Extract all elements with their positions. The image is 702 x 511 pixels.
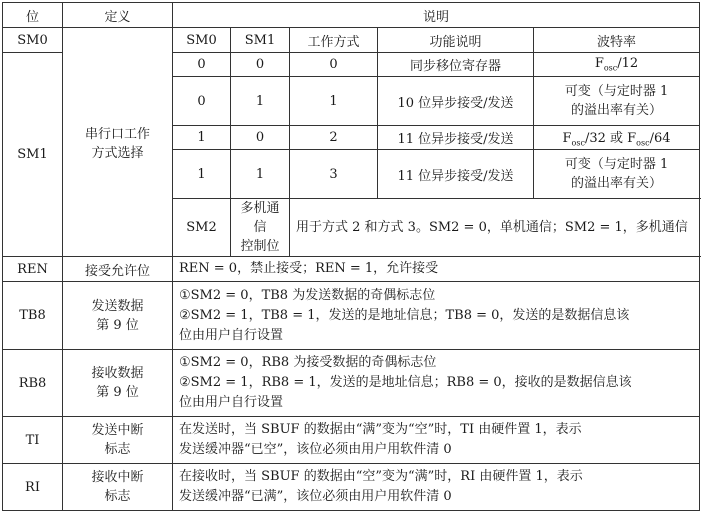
mode-baud: $F_{osc}/32$ 或 $F_{osc}/64$ <box>534 126 700 150</box>
mode-function: 10 位异步接受/发送 <box>378 77 534 126</box>
desc-tb8-line1: ①SM2 = 0，TB8 为发送数据的奇偶标志位 <box>179 287 436 303</box>
def-rb8-line1: 接收数据 <box>91 366 144 381</box>
mode-baud-line1: 可变（与定时器 1 <box>564 157 669 172</box>
subheader-sm0: SM0 <box>173 28 231 53</box>
desc-tb8-line2: ②SM2 = 1，TB8 = 1，发送的是地址信息；TB8 = 0，发送的是数据信息该 <box>179 307 630 323</box>
mode-function: 同步移位寄存器 <box>378 53 534 77</box>
tb8-row <box>3 282 700 350</box>
desc-tb8 <box>173 282 700 350</box>
mode-sm0-value: 1 <box>173 126 231 150</box>
def-ri-line1: 接收中断 <box>91 470 144 485</box>
subheader-baud: 波特率 <box>534 28 700 53</box>
def-rb8 <box>63 350 173 417</box>
mode-function: 11 位异步接受/发送 <box>378 126 534 150</box>
mode-sm0-value: 0 <box>173 53 231 77</box>
desc-rb8-line3: 位由用户自行设置 <box>179 395 284 410</box>
bit-ren: REN <box>3 257 63 282</box>
def-sm2-line2: 控制位 <box>240 239 280 254</box>
scon-register-table <box>2 2 700 511</box>
mode-number: 2 <box>290 126 378 150</box>
mode-sm0-value: 1 <box>173 150 231 199</box>
mode-baud <box>534 77 700 126</box>
def-sm2 <box>231 199 290 257</box>
mode-sm0-value: 0 <box>173 77 231 126</box>
subheader-mode: 工作方式 <box>290 28 378 53</box>
mode-function: 11 位异步接受/发送 <box>378 150 534 199</box>
bit-sm0: SM0 <box>3 28 63 53</box>
bit-ti: TI <box>3 417 63 464</box>
bit-rb8: RB8 <box>3 350 63 417</box>
mode-baud-line2: 的溢出率有关） <box>571 176 663 191</box>
desc-sm2: 用于方式 2 和方式 3。SM2 = 0，单机通信；SM2 = 1，多机通信 <box>290 199 700 257</box>
def-tb8-line2: 第 9 位 <box>96 317 139 333</box>
mode-number: 1 <box>290 77 378 126</box>
subheader-sm1: SM1 <box>231 28 290 53</box>
mode-sm1-value: 1 <box>231 150 290 199</box>
mode-number: 3 <box>290 150 378 199</box>
header-description: 说明 <box>173 3 700 28</box>
header-definition: 定义 <box>63 3 173 28</box>
mode-sm1-value: 0 <box>231 126 290 150</box>
def-ri <box>63 464 173 511</box>
mode-number: 0 <box>290 53 378 77</box>
def-ren: 接受允许位 <box>63 257 173 282</box>
ti-row <box>3 417 700 464</box>
def-ti <box>63 417 173 464</box>
desc-ri-line1: 在接收时，当 SBUF 的数据由“空”变为“满”时，RI 由硬件置 1，表示 <box>179 469 583 484</box>
serial-mode-def-line2: 方式选择 <box>91 146 144 161</box>
bit-tb8: TB8 <box>3 282 63 350</box>
ri-row <box>3 464 700 511</box>
desc-rb8 <box>173 350 700 417</box>
def-sm2-line1: 多机通信 <box>240 201 280 235</box>
def-ti-line1: 发送中断 <box>91 423 144 438</box>
mode-baud-line2: 的溢出率有关） <box>571 103 663 118</box>
desc-ri <box>173 464 700 511</box>
bit-ri: RI <box>3 464 63 511</box>
desc-ti <box>173 417 700 464</box>
mode-baud: $F_{osc}/12$ <box>534 53 700 77</box>
desc-ren: REN = 0，禁止接受；REN = 1，允许接受 <box>173 257 700 282</box>
desc-ri-line2: 发送缓冲器“已满”，该位必须由用户用软件清 0 <box>179 489 452 504</box>
def-ri-line2: 标志 <box>104 489 131 504</box>
serial-mode-def-line1: 串行口工作 <box>84 127 150 142</box>
bit-sm1: SM1 <box>3 53 63 257</box>
ren-row <box>3 257 700 282</box>
def-ti-line2: 标志 <box>104 442 131 457</box>
desc-rb8-line2: ②SM2 = 1，RB8 = 1，发送的是地址信息；RB8 = 0，接收的是数据信息该 <box>179 375 632 390</box>
mode-sm1-value: 0 <box>231 53 290 77</box>
desc-rb8-line1: ①SM2 = 0，RB8 为接受数据的奇偶标志位 <box>179 355 437 370</box>
desc-ti-line1: 在发送时，当 SBUF 的数据由“满”变为“空”时，TI 由硬件置 1，表示 <box>179 422 582 437</box>
def-rb8-line2: 第 9 位 <box>96 385 139 400</box>
mode-sm1-value: 1 <box>231 77 290 126</box>
def-tb8 <box>63 282 173 350</box>
def-tb8-line1: 发送数据 <box>91 298 144 314</box>
desc-ti-line2: 发送缓冲器“已空”，该位必须由用户用软件清 0 <box>179 442 452 457</box>
serial-mode-definition <box>63 28 173 257</box>
header-row <box>3 3 700 28</box>
rb8-row <box>3 350 700 417</box>
mode-baud-line1: 可变（与定时器 1 <box>564 84 669 99</box>
mode-baud <box>534 150 700 199</box>
bit-sm2: SM2 <box>173 199 231 257</box>
subheader-function: 功能说明 <box>378 28 534 53</box>
header-bit: 位 <box>3 3 63 28</box>
desc-tb8-line3: 位由用户自行设置 <box>179 327 284 343</box>
sm0-row <box>3 28 700 53</box>
